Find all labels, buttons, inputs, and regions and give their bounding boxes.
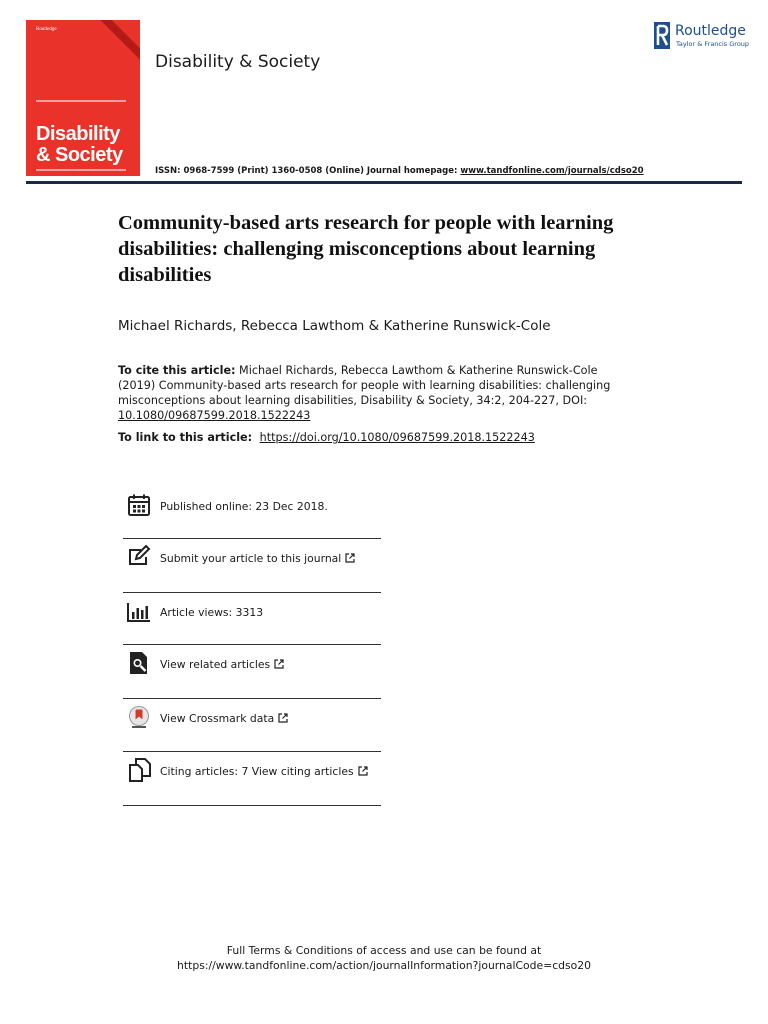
routledge-r-icon [654,22,670,49]
article-authors: Michael Richards, Rebecca Lawthom & Katherine Runswick-Cole [118,318,551,334]
issn-text: ISSN: 0968-7599 (Print) 1360-0508 (Online) Journal homepage: [155,166,461,176]
external-link-icon [278,713,288,723]
citing-row[interactable] [123,752,381,806]
citing-text: Citing articles: 7 View citing articles [160,765,354,778]
issn-line [155,166,644,176]
cover-rule [36,100,126,102]
calendar-icon [127,493,151,517]
footer-terms [0,943,768,973]
views-row [123,593,381,645]
cover-rule-bottom [36,169,126,171]
external-link-icon [358,766,368,776]
footer-terms-url[interactable]: https://www.tandfonline.com/action/journalInformation?journalCode=cdso20 [177,959,591,972]
link-line [118,431,535,444]
journal-name: Disability & Society [155,52,321,72]
crossmark-link[interactable] [160,712,288,725]
link-label: To link to this article: [118,431,253,444]
publisher-sub: Taylor & Francis Group [676,40,750,48]
article-info-list [123,487,381,806]
external-link-icon [345,553,355,563]
crossmark-text: View Crossmark data [160,712,275,725]
cite-label: To cite this article: [118,364,236,377]
related-text: View related articles [160,658,271,671]
search-doc-icon [127,651,151,675]
citation-block [118,363,628,423]
journal-cover-image [26,20,140,176]
cover-publisher-mini: Routledge [36,27,57,32]
header-rule [26,181,742,184]
article-title: Community-based arts research for people with learning disabilities: challenging misconceptions about learning disabilities [118,212,614,286]
crossmark-row[interactable] [123,699,381,752]
edit-icon [127,545,151,569]
external-link-icon [274,659,284,669]
submit-link[interactable] [160,552,355,565]
cover-title-line2: & Society [36,144,123,166]
cover-band [100,20,140,62]
published-row [123,487,381,539]
related-row[interactable] [123,645,381,699]
cover-title-line1: Disability [36,123,120,145]
article-views: Article views: 3313 [160,606,264,619]
crossmark-icon [127,705,151,729]
cite-text: Michael Richards, Rebecca Lawthom & Katherine Runswick-Cole (2019) Community-based arts research for people with learning disabilities: challenging misconceptions about learning disabilities, Disability & Society, 34:2, 204-227, DOI: [118,364,611,407]
copy-icon [127,758,151,782]
published-date: Published online: 23 Dec 2018. [160,500,328,513]
article-doi-link[interactable]: https://doi.org/10.1080/09687599.2018.1522243 [259,431,535,444]
submit-row[interactable] [123,539,381,593]
cite-doi-link[interactable]: 10.1080/09687599.2018.1522243 [118,409,311,422]
publisher-name: Routledge [675,23,746,39]
related-link[interactable] [160,658,284,671]
bar-chart-icon [127,599,151,623]
journal-homepage-link[interactable]: www.tandfonline.com/journals/cdso20 [460,166,644,176]
cover-title [36,124,123,166]
footer-line1: Full Terms & Conditions of access and use can be found at [226,944,542,957]
submit-text: Submit your article to this journal [160,552,342,565]
citing-link[interactable] [160,765,368,778]
